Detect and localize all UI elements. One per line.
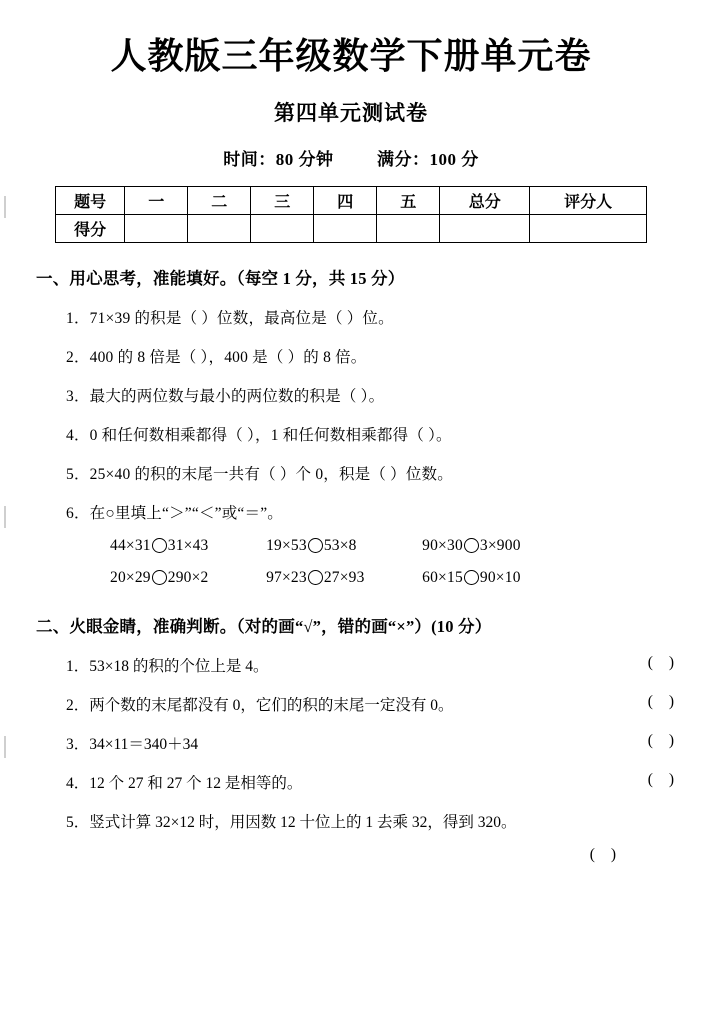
score-table (55, 186, 647, 243)
score-header-cell-4: 四 (314, 187, 377, 215)
compare-pair-2-1 (110, 569, 262, 587)
page-edge-mark-top (4, 196, 6, 218)
score-cell-7[interactable] (530, 215, 647, 243)
table-row-header (56, 187, 647, 215)
score-table-wrap (55, 186, 647, 243)
circle-icon[interactable] (464, 538, 479, 553)
score-header-cell-0: 题号 (56, 187, 125, 215)
score-header-cell-2: 二 (188, 187, 251, 215)
circle-icon[interactable] (464, 570, 479, 585)
score-cell-1[interactable] (125, 215, 188, 243)
compare-row-2 (110, 569, 702, 587)
judge-answer-box-2[interactable]: ( ) (647, 693, 680, 711)
section-heading-2: 二、火眼金睛，准确判断。（对的画“√”，错的画“×”）(10 分） (36, 617, 492, 637)
score-cell-4[interactable] (314, 215, 377, 243)
compare-pair-1-3 (422, 537, 521, 555)
question-1-4: 4．0 和任何数相乘都得（ ），1 和任何数相乘都得（ ）。 (66, 427, 452, 445)
question-1-1: 1．71×39 的积是（ ）位数，最高位是（ ）位。 (66, 310, 394, 328)
question-2-1 (66, 654, 702, 676)
score-header-cell-1: 一 (125, 187, 188, 215)
circle-icon[interactable] (152, 538, 167, 553)
compare-right-1-3: 3×900 (479, 537, 521, 555)
compare-pair-1-1 (110, 537, 262, 555)
score-cell-3[interactable] (251, 215, 314, 243)
judge-answer-box-5[interactable]: ( ) (589, 846, 622, 864)
question-2-5-text: 5．竖式计算 32×12 时，用因数 12 十位上的 1 去乘 32，得到 320。 (66, 814, 517, 832)
score-cell-0: 得分 (56, 215, 125, 243)
page-edge-mark-bottom (4, 736, 6, 758)
question-1-6: 6．在○里填上“＞”“＜”或“＝”。 (66, 505, 283, 523)
total-score-label: 满分：100 分 (377, 150, 479, 170)
score-header-cell-3: 三 (251, 187, 314, 215)
exam-meta (0, 145, 702, 170)
question-2-3-text: 3．34×11＝340＋34 (66, 736, 199, 754)
compare-left-2-3: 60×15 (422, 569, 463, 587)
question-2-5 (66, 810, 702, 832)
table-row-score (56, 215, 647, 243)
judge-answer-box-3[interactable]: ( ) (647, 732, 680, 750)
compare-left-2-1: 20×29 (110, 569, 151, 587)
compare-right-2-3: 90×10 (479, 569, 521, 587)
question-2-4 (66, 771, 702, 793)
question-1-5: 5．25×40 的积的末尾一共有（ ）个 0，积是（ ）位数。 (66, 466, 453, 484)
compare-right-1-2: 53×8 (323, 537, 357, 555)
compare-pair-2-2 (266, 569, 418, 587)
score-cell-6[interactable] (440, 215, 530, 243)
page-edge-mark-middle (4, 506, 6, 528)
score-header-cell-6: 总分 (440, 187, 530, 215)
question-2-2-text: 2．两个数的末尾都没有 0，它们的积的末尾一定没有 0。 (66, 697, 454, 715)
question-1-2: 2．400 的 8 倍是（ ），400 是（ ）的 8 倍。 (66, 349, 367, 367)
compare-left-1-3: 90×30 (422, 537, 463, 555)
question-2-2 (66, 693, 702, 715)
circle-icon[interactable] (308, 570, 323, 585)
compare-right-1-1: 31×43 (167, 537, 209, 555)
time-label: 时间：80 分钟 (223, 150, 334, 170)
compare-left-1-2: 19×53 (266, 537, 307, 555)
compare-right-2-1: 290×2 (167, 569, 209, 587)
compare-row-1 (110, 537, 702, 555)
exam-page (0, 36, 702, 1026)
score-cell-2[interactable] (188, 215, 251, 243)
question-1-3: 3．最大的两位数与最小的两位数的积是（ ）。 (66, 388, 385, 406)
question-2-4-text: 4．12 个 27 和 27 个 12 是相等的。 (66, 775, 303, 793)
compare-pair-2-3 (422, 569, 521, 587)
question-2-3 (66, 732, 702, 754)
compare-right-2-2: 27×93 (323, 569, 365, 587)
score-header-cell-5: 五 (377, 187, 440, 215)
compare-pair-1-2 (266, 537, 418, 555)
judge-answer-box-1[interactable]: ( ) (647, 654, 680, 672)
page-subtitle: 第四单元测试卷 (274, 101, 428, 126)
question-2-1-text: 1．53×18 的积的个位上是 4。 (66, 658, 269, 676)
circle-icon[interactable] (308, 538, 323, 553)
score-header-cell-7: 评分人 (530, 187, 647, 215)
circle-icon[interactable] (152, 570, 167, 585)
compare-left-2-2: 97×23 (266, 569, 307, 587)
score-cell-5[interactable] (377, 215, 440, 243)
compare-left-1-1: 44×31 (110, 537, 151, 555)
judge-answer-box-4[interactable]: ( ) (647, 771, 680, 789)
section-heading-1: 一、用心思考，准能填好。（每空 1 分，共 15 分） (36, 269, 405, 289)
page-title: 人教版三年级数学下册单元卷 (110, 35, 592, 77)
